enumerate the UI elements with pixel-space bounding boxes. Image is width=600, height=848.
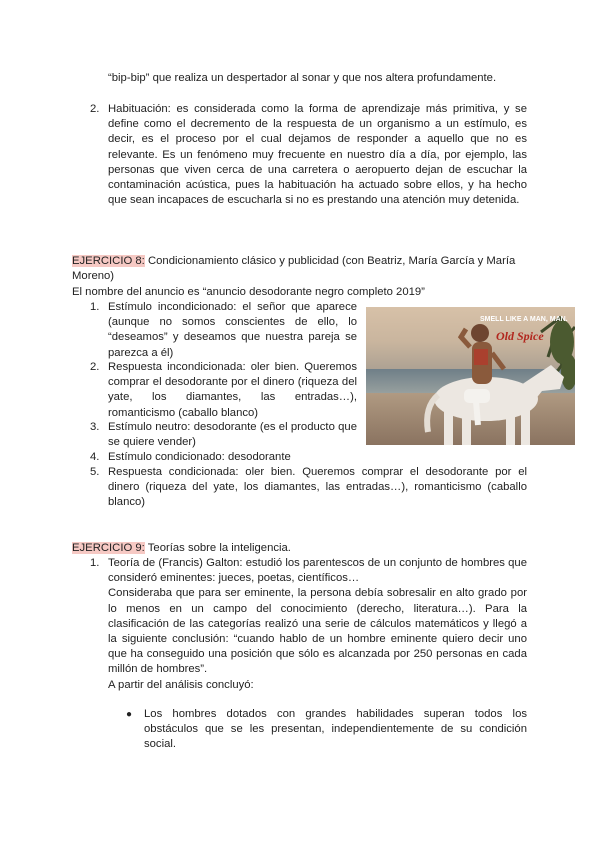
ex8-list-item-5: 5. Respuesta condicionada: oler bien. Queremos comprar el desodorante por el dinero (riqueza del yate, los diamantes, las entradas…), romanticismo (caballo blanco) (90, 466, 527, 509)
ad-slogan: SMELL LIKE A MAN, MAN. (480, 316, 568, 323)
habituacion-text: Habituación: es considerada como la forma de aprendizaje más primitiva, y se define como el decremento de la respuesta de un organismo a un estímulo, es decir, es el proceso por el cual dejamos de responder a aquello que no es relevante. Es un fenómeno muy frecuente en nuestro día a día, por ejemplo, las personas que viven cerca de una carretera o aeropuerto dejan de escuchar la contaminación acústica, pues la habituación ha actuado sobre ellos, y ha hecho que sean incapaces de escucharla si no es prestando una atención muy detenida. (108, 103, 527, 207)
ex9-list-item-1: 1. Teoría de (Francis) Galton: estudió los parentescos de un conjunto de hombres que consideró eminentes: jueces, poetas, científicos… Consideraba que para ser eminente, la persona debía sobresalir en alto grado por lo menos en un campo del conocimiento (derecho, literatura…). Para la clasificación de las categorías realizó una serie de cálculos matemáticos y llegó a la siguiente conclusión: “cuando hablo de un hombre eminente quiero decir uno que ha conseguido una posición que sólo es alcanzada por 250 personas en cada millón de hombres”. A partir del análisis concluyó: (90, 556, 527, 693)
old-spice-ad-image (366, 307, 575, 445)
exercise-9-label: EJERCICIO 9: (72, 542, 145, 554)
exercise-8-title: Condicionamiento clásico y publicidad (con Beatriz, María García y María Moreno) (72, 255, 516, 283)
list-item-1-continuation: “bip-bip” que realiza un despertador al sonar y que nos altera profundamente. (108, 72, 497, 84)
ad-brand-logo: Old Spice (496, 329, 544, 343)
ex8-list-item-4: 4. Estímulo condicionado: desodorante (90, 451, 291, 463)
list-item-2 (90, 102, 527, 208)
ex8-list-item-2: 2. Respuesta incondicionada: oler bien. Queremos comprar el desodorante por el dinero (riqueza del yate, los diamantes, las entradas…), romanticismo (caballo blanco) (90, 361, 357, 419)
list-number: 2. (90, 103, 100, 115)
ad-photo (366, 307, 575, 445)
galton-intro: Teoría de (Francis) Galton: estudió los parentescos de un conjunto de hombres que consideró eminentes: jueces, poetas, científicos… (108, 557, 527, 585)
ex8-list-item-3: 3. Estímulo neutro: desodorante (es el producto que se quiere vender) (90, 421, 357, 449)
exercise-8-label: EJERCICIO 8: (72, 255, 145, 267)
exercise-8-intro: El nombre del anuncio es “anuncio desodorante negro completo 2019” (72, 286, 425, 298)
exercise-9-heading (72, 541, 528, 556)
exercise-9-title: Teorías sobre la inteligencia. (144, 542, 291, 554)
ex8-list-item-1: 1. Estímulo incondicionado: el señor que aparece (aunque no somos conscientes de ello, lo “deseamos” y deseamos que nuestra pareja se parezca a él) (90, 301, 357, 359)
ex9-bullet-item: ● Los hombres dotados con grandes habilidades superan todos los obstáculos que se les presentan, independientemente de su condición social. (126, 708, 527, 751)
bullet-icon: ● (126, 709, 133, 720)
exercise-8-heading (72, 254, 528, 284)
galton-conclusion-lead: A partir del análisis concluyó: (108, 678, 254, 691)
galton-detail: Consideraba que para ser eminente, la persona debía sobresalir en alto grado por lo menos en un campo del conocimiento (derecho, literatura…). Para la clasificación de las categorías realizó una serie de cálculos matemáticos y llegó a la siguiente conclusión: “cuando hablo de un hombre eminente quiero decir uno que ha conseguido una posición que sólo es alcanzada por 250 personas en cada millón de hombres”. (108, 587, 527, 676)
